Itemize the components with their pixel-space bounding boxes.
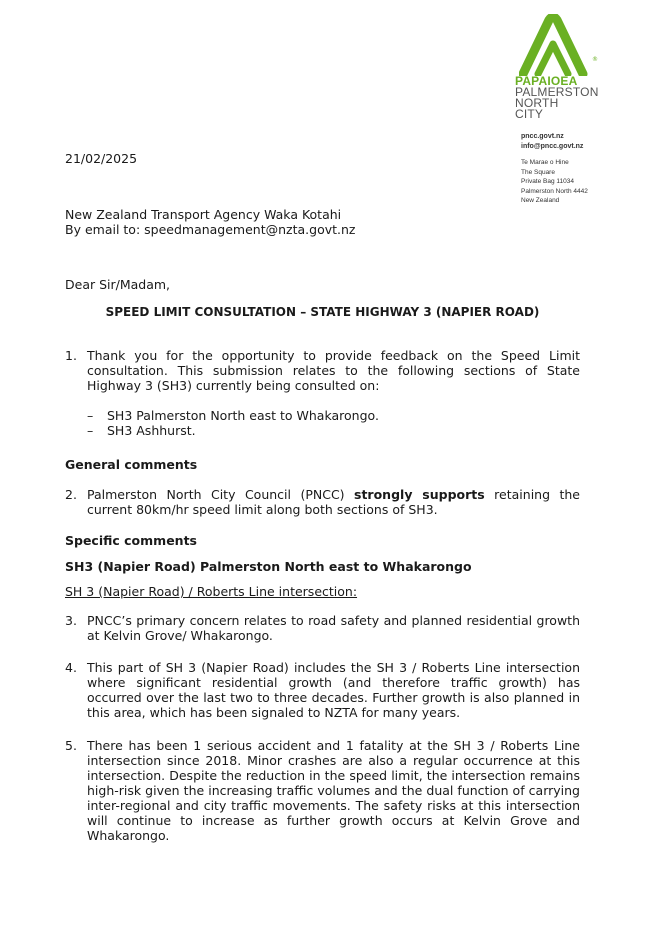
paragraph-text: Thank you for the opportunity to provide feedback on the Speed Limit consultation. This submission relates to the following sections of State Highway 3 (SH3) currently being consulted on: bbox=[87, 348, 580, 393]
postal-address bbox=[521, 158, 588, 206]
recipient-email: By email to: speedmanagement@nzta.govt.nz bbox=[65, 222, 356, 237]
list-item bbox=[87, 423, 379, 438]
trademark-mark: ® bbox=[592, 56, 598, 63]
recipient-name: New Zealand Transport Agency Waka Kotahi bbox=[65, 207, 342, 222]
text-run: retaining the current 80km/hr speed limit along both sections of SH3. bbox=[87, 487, 580, 517]
pncc-logo bbox=[515, 14, 615, 120]
contact-block bbox=[521, 132, 588, 206]
list-item-text: SH3 Ashhurst. bbox=[107, 423, 196, 438]
logo-line-papaioea: PAPAIOEA bbox=[515, 74, 578, 88]
logo-line-north: NORTH bbox=[515, 96, 559, 110]
paragraph-text bbox=[87, 487, 580, 517]
specific-comments-heading: Specific comments bbox=[65, 533, 197, 548]
paragraph-number: 5. bbox=[65, 738, 77, 753]
email-link[interactable]: info@pncc.govt.nz bbox=[521, 143, 584, 150]
general-comments-heading: General comments bbox=[65, 457, 198, 472]
paragraph-5 bbox=[65, 738, 580, 843]
list-item-text: SH3 Palmerston North east to Whakarongo. bbox=[107, 408, 379, 423]
logo-mark-icon bbox=[519, 14, 589, 76]
letter-subject: SPEED LIMIT CONSULTATION – STATE HIGHWAY 3 (NAPIER ROAD) bbox=[105, 305, 540, 319]
logo-line-city: CITY bbox=[515, 107, 544, 121]
subsection-heading: SH 3 (Napier Road) / Roberts Line intersection: bbox=[65, 584, 358, 599]
paragraph-text: This part of SH 3 (Napier Road) includes the SH 3 / Roberts Line intersection where significant residential growth (and therefore traffic growth) has occurred over the last two to three decades. Further growth is also planned in this area, which has been signaled to NZTA for many years. bbox=[87, 660, 580, 720]
paragraph-2 bbox=[65, 487, 580, 517]
paragraph-4 bbox=[65, 660, 580, 720]
paragraph-3 bbox=[65, 613, 580, 643]
address-line: Palmerston North 4442 bbox=[521, 187, 588, 195]
paragraph-number: 4. bbox=[65, 660, 77, 675]
address-line: Te Marae o Hine bbox=[521, 159, 569, 166]
recipient-block bbox=[65, 207, 355, 237]
section-list bbox=[87, 408, 379, 438]
address-line: The Square bbox=[521, 168, 555, 176]
dash-marker: – bbox=[87, 408, 94, 423]
dash-marker: – bbox=[87, 423, 94, 438]
address-line: New Zealand bbox=[521, 197, 560, 204]
letter-date: 21/02/2025 bbox=[65, 151, 138, 166]
paragraph-number: 1. bbox=[65, 348, 77, 363]
address-line: Private Bag 11034 bbox=[521, 178, 574, 185]
paragraph-text: PNCC’s primary concern relates to road safety and planned residential growth at Kelvin Grove/ Whakarongo. bbox=[87, 613, 580, 643]
website-link[interactable]: pncc.govt.nz bbox=[521, 133, 564, 140]
text-run: Palmerston North City Council (PNCC) bbox=[87, 487, 355, 502]
logo-line-palmerston: PALMERSTON bbox=[515, 85, 599, 99]
paragraph-number: 2. bbox=[65, 487, 77, 502]
paragraph-text: There has been 1 serious accident and 1 fatality at the SH 3 / Roberts Line intersection since 2018. Minor crashes are also a regular occurrence at this intersection. Despite the reduction in the speed limit, the intersection remains high-risk given the increasing traffic volumes and the dual function of carrying inter-regional and city traffic movements. The safety risks at this intersection will continue to increase as further growth occurs at Kelvin Grove and Whakarongo. bbox=[87, 738, 580, 843]
paragraph-1 bbox=[65, 348, 580, 393]
logo-wordmark bbox=[515, 76, 615, 120]
emphasis-text: strongly supports bbox=[354, 487, 485, 502]
section-heading: SH3 (Napier Road) Palmerston North east to Whakarongo bbox=[65, 559, 472, 574]
salutation: Dear Sir/Madam, bbox=[65, 277, 171, 292]
list-item bbox=[87, 408, 379, 423]
paragraph-number: 3. bbox=[65, 613, 77, 628]
